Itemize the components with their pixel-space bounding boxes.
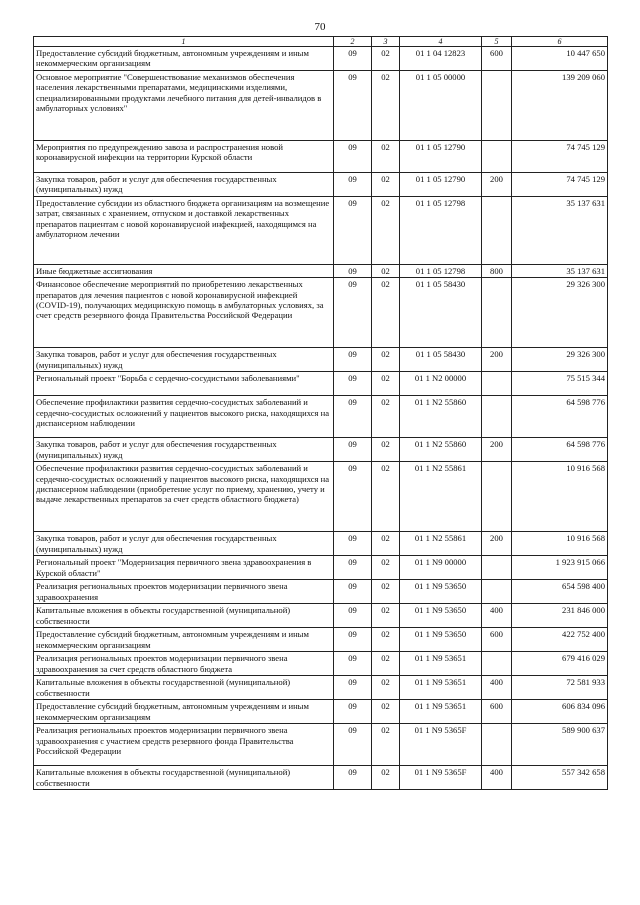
row-target-article: 01 1 N2 55861 [400, 462, 482, 532]
row-section: 09 [334, 71, 372, 141]
row-name: Финансовое обеспечение мероприятий по приобретению лекарственных препаратов для лечения пациентов с новой коронавирусной инфекцией (COVID-19), получающих медицинскую помощь в амбулаторных условиях, за счет средств резервного фонда Правительства Российской Федерации [34, 278, 334, 348]
row-amount: 64 598 776 [512, 438, 608, 462]
row-section: 09 [334, 556, 372, 580]
row-target-article: 01 1 N9 5365F [400, 724, 482, 766]
row-section: 09 [334, 700, 372, 724]
row-target-article: 01 1 05 12798 [400, 197, 482, 265]
row-target-article: 01 1 N2 55861 [400, 532, 482, 556]
row-amount: 606 834 096 [512, 700, 608, 724]
table-row [34, 438, 608, 462]
row-expense-type [482, 556, 512, 580]
table-row [34, 265, 608, 278]
row-subsection: 02 [372, 47, 400, 71]
row-section: 09 [334, 396, 372, 438]
table-row [34, 580, 608, 604]
row-subsection: 02 [372, 348, 400, 372]
row-subsection: 02 [372, 141, 400, 173]
table-row [34, 676, 608, 700]
row-target-article: 01 1 05 12798 [400, 265, 482, 278]
row-section: 09 [334, 265, 372, 278]
row-expense-type [482, 278, 512, 348]
row-amount: 64 598 776 [512, 396, 608, 438]
row-expense-type [482, 71, 512, 141]
row-section: 09 [334, 47, 372, 71]
row-amount: 75 515 344 [512, 372, 608, 396]
row-section: 09 [334, 580, 372, 604]
table-row [34, 628, 608, 652]
table-row [34, 724, 608, 766]
row-name: Закупка товаров, работ и услуг для обеспечения государственных (муниципальных) нужд [34, 348, 334, 372]
row-amount: 231 846 000 [512, 604, 608, 628]
row-name: Обеспечение профилактики развития сердечно-сосудистых заболеваний и сердечно-сосудистых осложнений у пациентов высокого риска, находящихся на диспансерном наблюдении (приобретение услуг по приему, хранению, учету и выдаче лекарственных препаратов за счет средств областного бюджета) [34, 462, 334, 532]
table-body [34, 47, 608, 790]
row-expense-type [482, 724, 512, 766]
table-row [34, 652, 608, 676]
table-row [34, 71, 608, 141]
row-amount: 422 752 400 [512, 628, 608, 652]
row-subsection: 02 [372, 652, 400, 676]
row-subsection: 02 [372, 580, 400, 604]
table-row [34, 556, 608, 580]
row-target-article: 01 1 N2 00000 [400, 372, 482, 396]
row-section: 09 [334, 438, 372, 462]
row-expense-type: 400 [482, 676, 512, 700]
row-amount: 29 326 300 [512, 348, 608, 372]
row-section: 09 [334, 141, 372, 173]
column-header: 1 [34, 37, 334, 47]
row-subsection: 02 [372, 173, 400, 197]
column-header: 5 [482, 37, 512, 47]
row-target-article: 01 1 05 12790 [400, 173, 482, 197]
row-target-article: 01 1 04 12823 [400, 47, 482, 71]
row-subsection: 02 [372, 396, 400, 438]
row-subsection: 02 [372, 724, 400, 766]
row-expense-type: 200 [482, 348, 512, 372]
row-name: Капитальные вложения в объекты государственной (муниципальной) собственности [34, 676, 334, 700]
row-amount: 35 137 631 [512, 197, 608, 265]
row-subsection: 02 [372, 438, 400, 462]
row-name: Реализация региональных проектов модернизации первичного звена здравоохранения с участием средств резервного фонда Правительства Российской Федерации [34, 724, 334, 766]
row-subsection: 02 [372, 628, 400, 652]
row-target-article: 01 1 N9 5365F [400, 766, 482, 790]
row-name: Региональный проект "Борьба с сердечно-сосудистыми заболеваниями" [34, 372, 334, 396]
row-target-article: 01 1 N9 53650 [400, 628, 482, 652]
row-expense-type: 600 [482, 700, 512, 724]
row-amount: 74 745 129 [512, 141, 608, 173]
row-name: Региональный проект "Модернизация первичного звена здравоохранения в Курской области" [34, 556, 334, 580]
row-amount: 72 581 933 [512, 676, 608, 700]
row-section: 09 [334, 372, 372, 396]
row-expense-type [482, 141, 512, 173]
table-row [34, 47, 608, 71]
row-target-article: 01 1 05 00000 [400, 71, 482, 141]
row-expense-type: 200 [482, 438, 512, 462]
table-row [34, 604, 608, 628]
row-name: Мероприятия по предупреждению завоза и распространения новой коронавирусной инфекции на территории Курской области [34, 141, 334, 173]
table-header [34, 37, 608, 47]
row-target-article: 01 1 05 58430 [400, 348, 482, 372]
row-expense-type: 800 [482, 265, 512, 278]
header-row [34, 37, 608, 47]
row-amount: 74 745 129 [512, 173, 608, 197]
row-name: Закупка товаров, работ и услуг для обеспечения государственных (муниципальных) нужд [34, 438, 334, 462]
row-amount: 589 900 637 [512, 724, 608, 766]
row-subsection: 02 [372, 676, 400, 700]
row-expense-type: 400 [482, 766, 512, 790]
row-target-article: 01 1 N9 53651 [400, 652, 482, 676]
row-amount: 139 209 060 [512, 71, 608, 141]
row-target-article: 01 1 N2 55860 [400, 396, 482, 438]
row-section: 09 [334, 628, 372, 652]
table-row [34, 173, 608, 197]
row-subsection: 02 [372, 197, 400, 265]
row-subsection: 02 [372, 71, 400, 141]
row-target-article: 01 1 05 58430 [400, 278, 482, 348]
budget-table [33, 36, 608, 790]
row-amount: 1 923 915 066 [512, 556, 608, 580]
row-name: Реализация региональных проектов модернизации первичного звена здравоохранения [34, 580, 334, 604]
row-expense-type [482, 197, 512, 265]
column-header: 4 [400, 37, 482, 47]
row-section: 09 [334, 604, 372, 628]
row-subsection: 02 [372, 462, 400, 532]
row-subsection: 02 [372, 532, 400, 556]
row-name: Основное мероприятие "Совершенствование механизмов обеспечения населения лекарственными препаратами, медицинскими изделиями, специализированными продуктами лечебного питания для детей-инвалидов в амбулаторных условиях" [34, 71, 334, 141]
row-name: Предоставление субсидий бюджетным, автономным учреждениям и иным некоммерческим организациям [34, 47, 334, 71]
row-section: 09 [334, 676, 372, 700]
row-name: Реализация региональных проектов модернизации первичного звена здравоохранения за счет средств областного бюджета [34, 652, 334, 676]
column-header: 2 [334, 37, 372, 47]
row-name: Закупка товаров, работ и услуг для обеспечения государственных (муниципальных) нужд [34, 173, 334, 197]
row-subsection: 02 [372, 766, 400, 790]
row-name: Обеспечение профилактики развития сердечно-сосудистых заболеваний и сердечно-сосудистых осложнений у пациентов высокого риска, находящихся на диспансерном наблюдении [34, 396, 334, 438]
table-row [34, 700, 608, 724]
row-section: 09 [334, 652, 372, 676]
table-row [34, 396, 608, 438]
table-row [34, 372, 608, 396]
row-expense-type: 600 [482, 47, 512, 71]
row-amount: 557 342 658 [512, 766, 608, 790]
row-expense-type [482, 396, 512, 438]
row-amount: 654 598 400 [512, 580, 608, 604]
row-expense-type [482, 372, 512, 396]
row-expense-type: 600 [482, 628, 512, 652]
row-target-article: 01 1 N2 55860 [400, 438, 482, 462]
row-expense-type [482, 580, 512, 604]
row-expense-type: 200 [482, 173, 512, 197]
table-row [34, 141, 608, 173]
row-section: 09 [334, 348, 372, 372]
row-subsection: 02 [372, 265, 400, 278]
row-amount: 29 326 300 [512, 278, 608, 348]
row-name: Предоставление субсидии из областного бюджета организациям на возмещение затрат, связанных с хранением, отпуском и доставкой лекарственных препаратов пациентам с новой коронавирусной инфекцией, находящимся на амбулаторном лечении [34, 197, 334, 265]
row-name: Предоставление субсидий бюджетным, автономным учреждениям и иным некоммерческим организациям [34, 628, 334, 652]
row-target-article: 01 1 N9 53650 [400, 604, 482, 628]
row-target-article: 01 1 05 12790 [400, 141, 482, 173]
row-name: Закупка товаров, работ и услуг для обеспечения государственных (муниципальных) нужд [34, 532, 334, 556]
row-name: Предоставление субсидий бюджетным, автономным учреждениям и иным некоммерческим организациям [34, 700, 334, 724]
row-expense-type [482, 652, 512, 676]
row-amount: 35 137 631 [512, 265, 608, 278]
row-section: 09 [334, 462, 372, 532]
row-section: 09 [334, 173, 372, 197]
row-amount: 10 916 568 [512, 532, 608, 556]
row-name: Капитальные вложения в объекты государственной (муниципальной) собственности [34, 604, 334, 628]
row-subsection: 02 [372, 604, 400, 628]
row-target-article: 01 1 N9 00000 [400, 556, 482, 580]
row-section: 09 [334, 197, 372, 265]
row-section: 09 [334, 278, 372, 348]
row-subsection: 02 [372, 372, 400, 396]
row-expense-type [482, 462, 512, 532]
row-section: 09 [334, 532, 372, 556]
row-expense-type: 200 [482, 532, 512, 556]
table-row [34, 462, 608, 532]
row-amount: 679 416 029 [512, 652, 608, 676]
row-expense-type: 400 [482, 604, 512, 628]
row-section: 09 [334, 724, 372, 766]
column-header: 3 [372, 37, 400, 47]
column-header: 6 [512, 37, 608, 47]
row-subsection: 02 [372, 556, 400, 580]
row-name: Иные бюджетные ассигнования [34, 265, 334, 278]
row-amount: 10 916 568 [512, 462, 608, 532]
row-target-article: 01 1 N9 53650 [400, 580, 482, 604]
row-target-article: 01 1 N9 53651 [400, 676, 482, 700]
page-number: 70 [314, 21, 326, 33]
table-row [34, 278, 608, 348]
table-row [34, 348, 608, 372]
row-section: 09 [334, 766, 372, 790]
row-target-article: 01 1 N9 53651 [400, 700, 482, 724]
row-name: Капитальные вложения в объекты государственной (муниципальной) собственности [34, 766, 334, 790]
table-row [34, 532, 608, 556]
table-row [34, 197, 608, 265]
row-subsection: 02 [372, 700, 400, 724]
table-row [34, 766, 608, 790]
row-amount: 10 447 650 [512, 47, 608, 71]
row-subsection: 02 [372, 278, 400, 348]
